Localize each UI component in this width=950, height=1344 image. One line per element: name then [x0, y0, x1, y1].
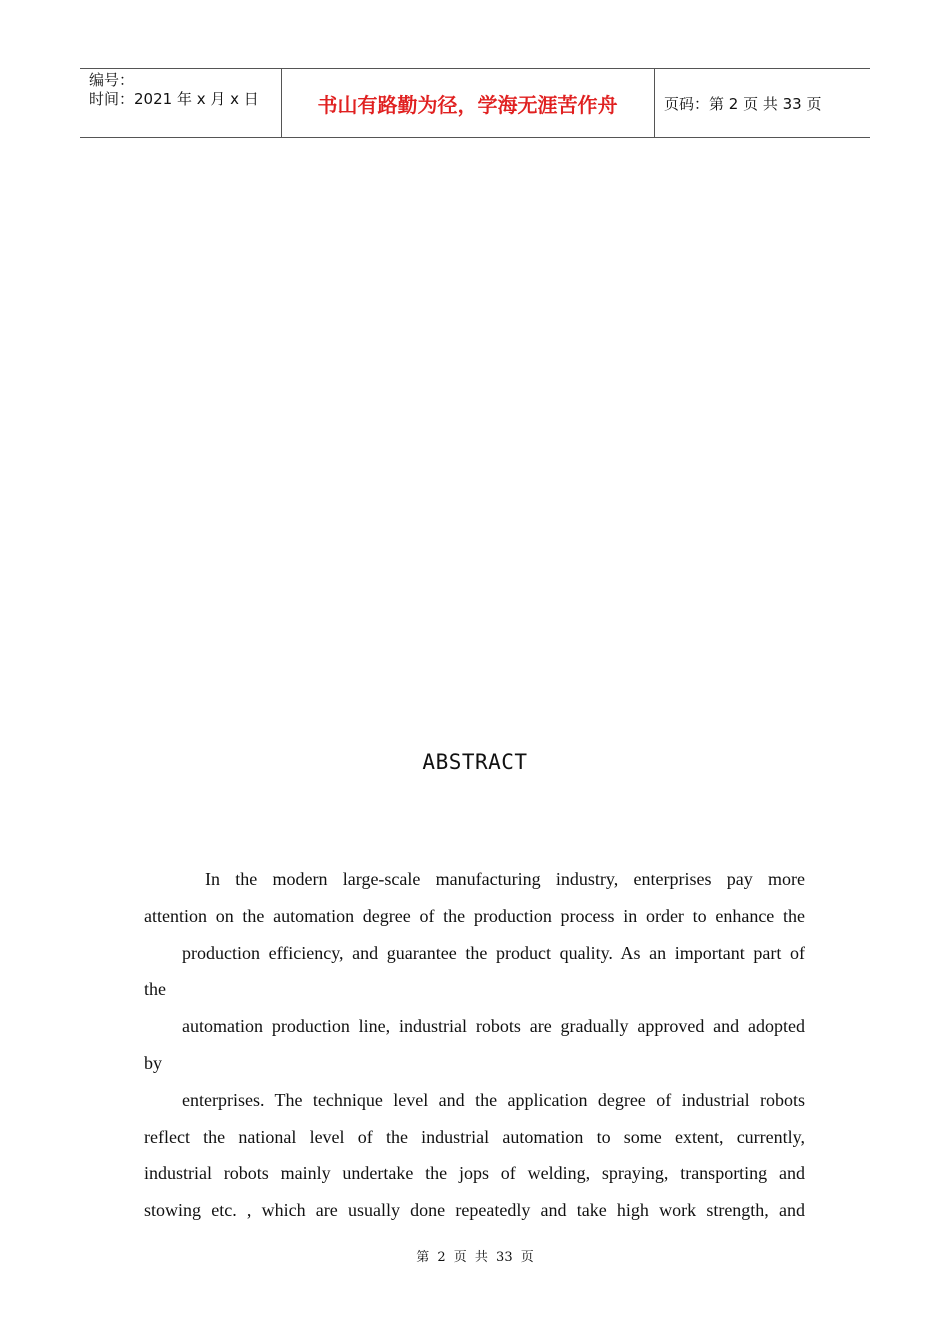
- header-meta-cell: [80, 69, 282, 137]
- abstract-title: ABSTRACT: [422, 750, 528, 774]
- body-line: by: [144, 1052, 162, 1073]
- document-time-label: 时间：2021 年 x 月 x 日: [89, 90, 259, 108]
- page-header: [80, 68, 870, 138]
- body-line: reflect the national level of the industrial automation to some extent, currently,: [144, 1126, 805, 1147]
- abstract-body: [144, 861, 805, 1229]
- body-line: production efficiency, and guarantee the product quality. As an important part of: [182, 942, 805, 963]
- body-line: automation production line, industrial robots are gradually approved and adopted: [182, 1016, 805, 1037]
- body-line: stowing etc. , which are usually done repeatedly and take high work strength, and: [144, 1200, 805, 1221]
- body-line: In the modern large-scale manufacturing industry, enterprises pay more: [205, 869, 805, 889]
- header-page-info: 页码：第 2 页 共 33 页: [664, 94, 822, 113]
- header-page-cell: [655, 69, 870, 137]
- header-motto-cell: [281, 69, 655, 137]
- body-line: enterprises. The technique level and the application degree of industrial robots: [182, 1089, 805, 1110]
- body-line: industrial robots mainly undertake the jops of welding, spraying, transporting and: [144, 1163, 805, 1184]
- body-line: the: [144, 979, 166, 1000]
- page-footer: 第 2 页 共 33 页: [416, 1250, 534, 1265]
- header-motto: 书山有路勤为径，学海无涯苦作舟: [317, 92, 618, 117]
- document-number-label: 编号：: [89, 71, 135, 89]
- body-line: attention on the automation degree of the production process in order to enhance the: [144, 905, 805, 926]
